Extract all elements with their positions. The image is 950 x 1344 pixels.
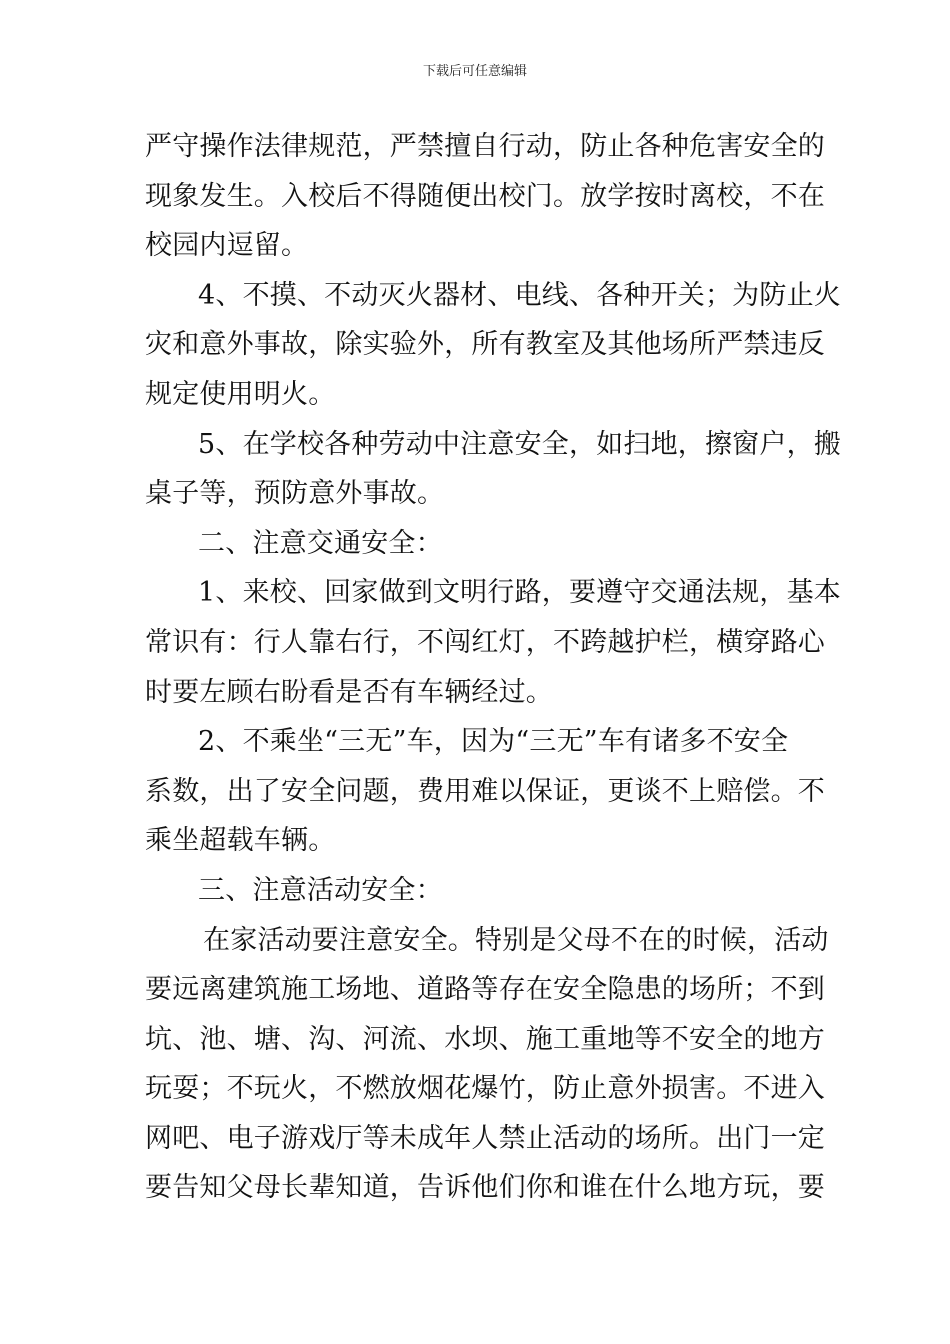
text-line: 严守操作法律规范，严禁擅自行动，防止各种危害安全的	[145, 131, 825, 162]
text-line: 1、来校、回家做到文明行路，要遵守交通法规，基本	[198, 577, 841, 609]
section-heading: 二、注意交通安全：	[198, 527, 443, 559]
text-line: 4、不摸、不动灭火器材、电线、各种开关；为防止火	[198, 279, 841, 311]
page-header: 下载后可任意编辑	[422, 64, 527, 79]
text-line: 常识有：行人靠右行，不闯红灯，不跨越护栏，横穿路心	[145, 626, 825, 658]
text-line: 要远离建筑施工场地、道路等存在安全隐患的场所；不到	[145, 974, 825, 1006]
text-line: 5、在学校各种劳动中注意安全，如扫地，擦窗户，搬	[198, 428, 841, 460]
text-line: 网吧、电子游戏厅等未成年人禁止活动的场所。出门一定	[145, 1122, 825, 1154]
text-line: 时要左顾右盼看是否有车辆经过。	[145, 676, 553, 708]
text-line: 现象发生。入校后不得随便出校门。放学按时离校，不在	[145, 180, 825, 212]
text-line: 灾和意外事故，除实验外，所有教室及其他场所严禁违反	[145, 329, 825, 361]
text-line: 2、不乘坐“三无”车，因为“三无”车有诸多不安全	[198, 726, 789, 758]
text-line: 坑、池、塘、沟、河流、水坝、施工重地等不安全的地方	[145, 1023, 825, 1055]
text-line: 要告知父母长辈知道，告诉他们你和谁在什么地方玩，要	[145, 1172, 825, 1204]
text-line: 规定使用明火。	[145, 378, 336, 410]
text-line: 乘坐超载车辆。	[145, 825, 336, 857]
text-line: 桌子等，预防意外事故。	[145, 478, 445, 510]
text-line: 系数，出了安全问题，费用难以保证，更谈不上赔偿。不	[145, 775, 825, 807]
text-line: 校园内逗留。	[145, 230, 309, 262]
document-body	[145, 122, 841, 1213]
text-line: 在家活动要注意安全。特别是父母不在的时候，活动	[203, 924, 829, 956]
section-heading: 三、注意活动安全：	[198, 874, 443, 906]
text-line: 玩耍；不玩火，不燃放烟花爆竹，防止意外损害。不进入	[145, 1073, 825, 1105]
